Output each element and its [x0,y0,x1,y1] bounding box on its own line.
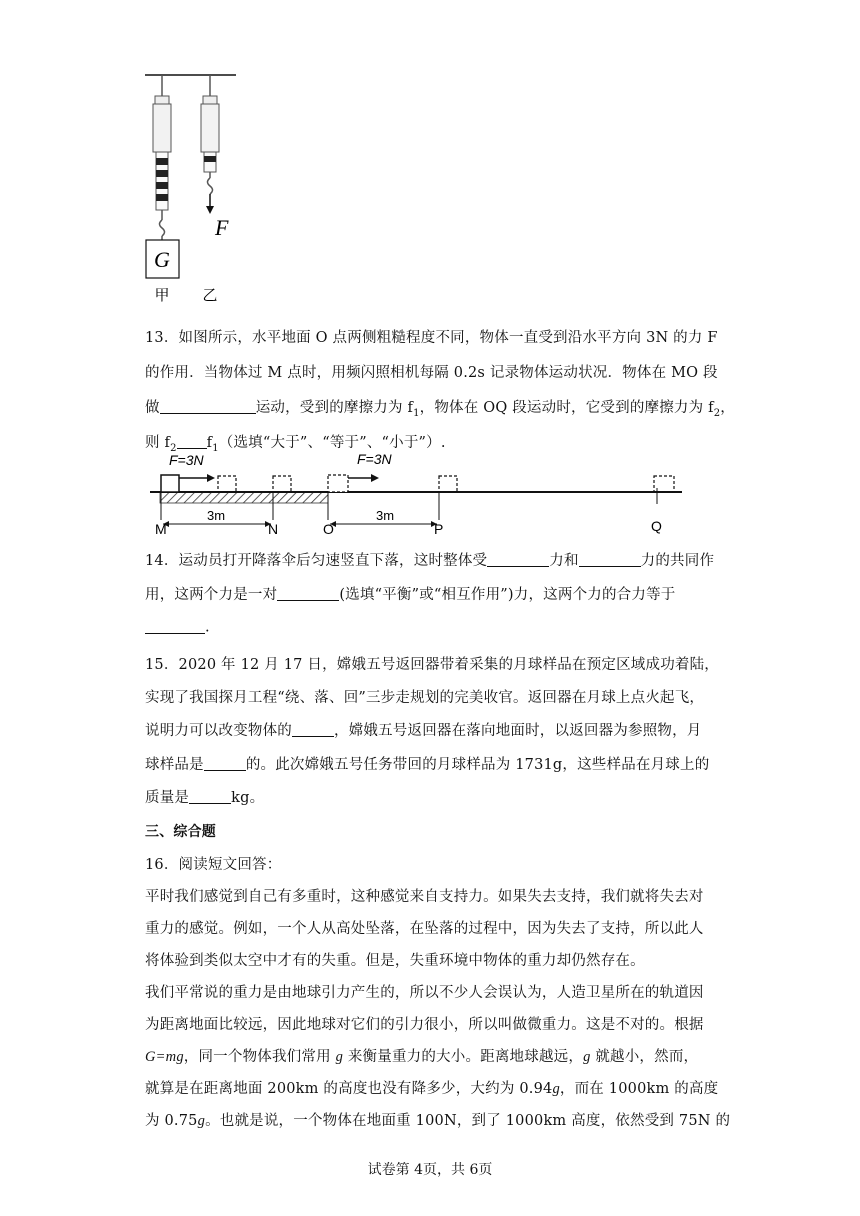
point-M: M [155,521,167,537]
q16-p2-line1: 我们平常说的重力是由地球引力产生的，所以不少人会误认为，人造卫星所在的轨道因 [145,985,704,1001]
sub-2b: 2 [170,442,177,454]
q13-l4c: （选填“大于”、“等于”、“小于”）. [218,435,446,451]
spring-scale-figure [140,70,240,305]
q13-l3c: ，物体在 OQ 段运动时，它受到的摩擦力为 f [419,400,714,416]
distance-label-2: 3m [376,508,395,523]
answer-blank[interactable] [177,434,207,450]
q14-line1 [145,549,714,570]
q15-l4a: 球样品是 [145,757,204,773]
force-label-1: F=3N [169,452,204,468]
q13-line2: 的作用．当物体过 M 点时，用频闪照相机每隔 0.2s 记录物体运动状况．物体在 MO 段 [145,365,718,381]
q15-l3a: 说明力可以改变物体的 [145,723,292,739]
answer-blank[interactable] [487,552,549,568]
q14-line3 [145,618,210,636]
q13-l4a: 则 f [145,435,171,451]
q16-p1-line2: 重力的感觉。例如，一个人从高处坠落，在坠落的过程中，因为失去了支持，所以此人 [145,921,704,937]
q14-l2a: 用，这两个力是一对 [145,587,278,603]
force-label-2: F=3N [357,451,392,467]
q14-l1a: 14．运动员打开降落伞后匀速竖直下落，这时整体受 [145,553,488,569]
q14-l3: . [205,619,210,636]
q13-l3b: 运动，受到的摩擦力为 f [255,400,414,416]
q14-l1b: 力和 [549,553,579,569]
text: 为 0.75 [145,1113,198,1129]
page-footer: 试卷第 4页，共 6页 [367,1162,493,1178]
q14-l1c: 力的共同作 [640,553,715,569]
q15-line5 [145,786,264,807]
q14-l2b: (选填“平衡”或“相互作用”)力，这两个力的合力等于 [339,587,676,603]
track-figure [145,448,695,538]
text: ，同一个物体我们常用 [183,1049,336,1065]
q15-line4 [145,753,709,774]
q16-p1-line1: 平时我们感觉到自己有多重时，这种感觉来自支持力。如果失去支持，我们就将失去对 [145,889,704,905]
symbol-g: g [552,1081,560,1097]
symbol-g: g [583,1049,591,1065]
answer-blank[interactable] [579,552,641,568]
sub-1b: 1 [212,442,219,454]
symbol-g: g [197,1113,206,1129]
answer-blank[interactable] [160,399,256,415]
answer-blank[interactable] [145,618,205,634]
q15-line1: 15．2020 年 12 月 17 日，嫦娥五号返回器带着采集的月球样品在预定区域成功着陆， [145,657,719,673]
distance-label-1: 3m [207,508,226,523]
point-O: O [323,521,334,537]
sub-1: 1 [413,407,420,419]
label-G: G [154,247,170,272]
sub-2: 2 [713,407,721,419]
text: 。也就是说，一个物体在地面重 100N，到了 1000km 高度，依然受到 75N 的 [205,1113,731,1129]
q16-p1-line3: 将体验到类似太空中才有的失重。但是，失重环境中物体的重力却仍然存在。 [145,953,645,969]
section-heading: 三、综合题 [145,824,216,840]
text: 就算是在距离地面 200km 的高度也没有降多少，大约为 0.94 [145,1081,553,1097]
left-spring-scale [153,75,171,240]
q15-l4b: 的。此次嫦娥五号任务带回的月球样品为 1731g，这些样品在月球上的 [245,757,710,773]
q15-l3b: ，嫦娥五号返回器在落向地面时，以返回器为参照物，月 [334,723,702,739]
q16-p2-line4 [145,1077,718,1098]
q15-line3 [145,719,702,740]
q15-l5a: 质量是 [145,790,190,806]
q15-l5b: kg。 [231,790,265,806]
q13-line1: 13．如图所示，水平地面 O 点两侧粗糙程度不同，物体一直受到沿水平方向 3N 的力 F [145,330,718,346]
point-Q: Q [651,518,662,534]
caption-jia: 甲 [154,286,170,304]
q16-p2-line3 [145,1045,698,1066]
answer-blank[interactable] [292,722,334,738]
text: ，而在 1000km 的高度 [559,1081,719,1097]
q13-l3a: 做 [145,400,160,416]
q16-p2-line2: 为距离地面比较远，因此地球对它们的引力很小，所以叫做微重力。这是不对的。根据 [145,1017,704,1033]
q15-line2: 实现了我国探月工程“绕、落、回”三步走规划的完美收官。返回器在月球上点火起飞， [145,690,705,706]
answer-blank[interactable] [204,756,246,772]
text: 就越小，然而， [590,1049,699,1065]
text: 来衡量重力的大小。距离地球越远， [343,1049,584,1065]
q13-l3d: ， [720,400,735,416]
q16-p2-line5 [145,1109,730,1130]
q14-line2 [145,583,675,604]
symbol-g: g [335,1049,344,1065]
formula: G=mg [145,1049,184,1065]
q16-title: 16．阅读短文回答： [145,857,282,873]
label-F: F [215,215,229,240]
point-N: N [268,521,279,537]
right-spring-scale [201,75,219,214]
caption-yi: 乙 [202,286,218,304]
answer-blank[interactable] [189,789,231,805]
rough-region [160,492,328,503]
point-P: P [434,521,444,537]
q13-line3 [145,396,735,419]
answer-blank[interactable] [277,586,339,602]
q13-l4b: f [206,435,213,451]
